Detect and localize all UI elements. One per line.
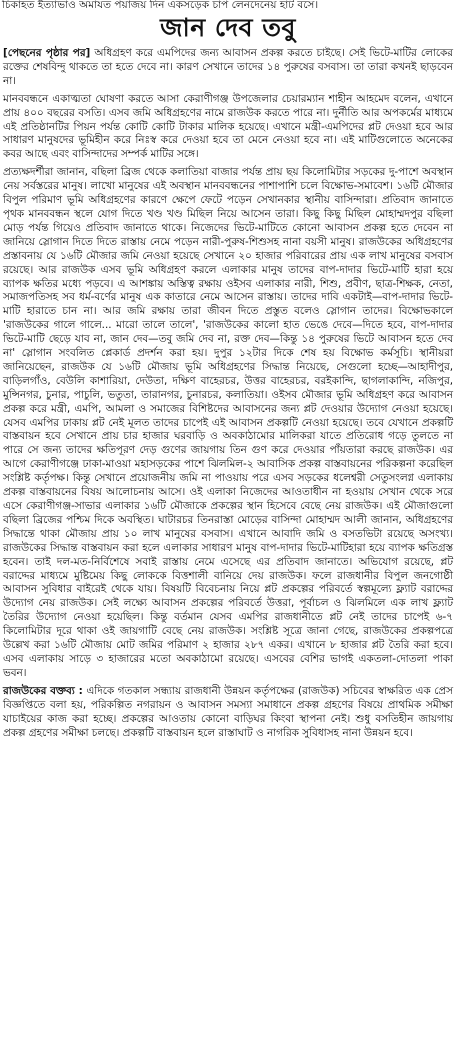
paragraph [3,47,453,89]
paragraph: প্রত্যক্ষদর্শীরা জানান, বছিলা ব্রিজ থেকে কলাতিয়া বাজার পর্যন্ত প্রায় ছয় কিলোমিটার সড়কের দু-পাশে অবস্থান নেয় সর্বস্তরের মানুষ। লাখো মানুষের এই অবস্থান মানববন্ধনের পাশাপাশি চলে বিক্ষোভ-সমাবেশ। ১৬টি মৌজার বিপুল পরিমাণ ভূমি অধিগ্রহণের কারণে ক্ষেপে ফেটে পড়েন সেখানকার স্থানীয় বাসিন্দারা। প্রতিবাদ জানাতে পৃথক মানববন্ধন স্থলে যোগ দিতে খণ্ড খণ্ড মিছিল নিয়ে আসেন তারা। কিছু কিছু মিছিল মোহাম্মদপুর বছিলা মোড় পর্যন্ত গিয়েও প্রতিবাদ জানাতে থাকে। নিজেদের ভিটে-মাটিতে কোনো আবাসন প্রকল্প হতে দেবেন না জানিয়ে স্লোগান দিতে দিতে রাস্তায় নেমে পড়েন নারী-পুরুষ-শিশুসহ নানা বয়সী মানুষ। রাজউকের অধিগ্রহণের প্রস্তাবনায় যে ১৬টি মৌজার জমি নেওয়া হয়েছে সেখানে ২০ হাজার পরিবারের প্রায় এক লাখ মানুষের বসবাস রয়েছে। আর রাজউক এসব ভূমি অধিগ্রহণ করলে এলাকার মানুষ তাদের বাপ-দাদার ভিটে-মাটি হারা হয়ে ব্যাপক ক্ষতির মধ্যে পড়বে। এ আশঙ্কায় অস্তিত্ব রক্ষায় ওইসব এলাকার নারী, শিশু, প্রবীণ, ছাত্র-শিক্ষক, নেতা, সমাজপতিসহ সব ধর্ম-বর্ণের মানুষ এক কাতারে নেমে আসেন রাস্তায়। তাদের দাবি একটাই—বাপ-দাদার ভিটে-মাটি হারাতে চান না। আর জমি রক্ষায় তারা জীবন দিতে প্রস্তুত বলেও স্লোগান তাদের। বিক্ষোভকালে 'রাজউকের গালে গালে... মারো তালে তালে', 'রাজউকের কালো হাত ভেঙে দেবে—দিতে হবে, বাপ-দাদার ভিটে-মাটি ছেড়ে যাব না, জান দেব—তবু জমি দেব না, রক্ত দেব—কিন্তু ১৪ পুরুষের ভিটে আবাসন হতে দেব না' স্লোগান সংবলিত প্লেকার্ড প্রদর্শন করা হয়। দুপুর ১২টার দিকে শেষ হয় বিক্ষোভ কর্মসূচি। স্থানীয়রা জানিয়েছেন, রাজউক যে ১৬টি মৌজায় ভূমি অধিগ্রহণের সিদ্ধান্ত নিয়েছে, সেগুলো হচ্ছে—আহাদীপুর, বাড়িলগাঁও, বেউলি কাশারিয়া, দেউতা, দক্ষিণ বাহেরচর, উত্তর বাহেরচর, বরইকান্দি, ছাগলাকান্দি, নজিপুর, মুন্সিনগর, চুনার, পাচুলি, ভতুতা, তারানগর, চুনারচর, কলাতিয়া। ওইসব মৌজার ভূমি অধিগ্রহণ করে আবাসন প্রকল্প করে মন্ত্রী, এমপি, আমলা ও সমাজের বিশিষ্টদের আবাসনের জন্য প্লট দেওয়ার উদ্যোগ নেওয়া হয়েছে। যেসব এমপির ঢাকায় প্লট নেই মূলত তাদের চাপেই এই আবাসন প্রকল্পটি নেওয়া হয়েছে। তবে যেখানে প্রকল্পটি বাস্তবায়ন হবে সেখানে প্রায় চার হাজার ঘরবাড়ি ও অবকাঠামোর মালিকরা যাতে প্রতিরোধ গড়ে তুলতে না পারে সে জন্য তাদের ক্ষতিপূরণ দেড় গুণের জায়গায় তিন গুণ করে দেওয়ার পাঁয়তারা করছে রাজউক। এর আগে কেরাণীগঞ্জে ঢাকা-মাওয়া মহাসড়কের পাশে ঝিলমিল-২ আবাসিক প্রকল্প বাস্তবায়নের পরিকল্পনা করেছিল সংশ্লিষ্ট কর্তৃপক্ষ। কিন্তু সেখানে প্রয়োজনীয় জমি না পাওয়ায় পরে এসব সড়কের ধলেশ্বরী সেতুসংলগ্ন এলাকায় প্রকল্প বাস্তবায়নের বিষয় আলোচনায় আসে। ওই এলাকা নিজেদের আওতাধীন না হওয়ায় সেখান থেকে সরে এসে কেরাণীগঞ্জ-সাভার এলাকার ১৬টি মৌজাকে প্রকল্পের স্থান হিসেবে বেছে নেয় রাজউক। এই মৌজাগুলো বছিলা ব্রিজের পশ্চিম দিকে অবস্থিত। ঘাটারচর তিনরাস্তা মোড়ের বাসিন্দা মোহাম্মদ আলী জানান, অধিগ্রহণের সিদ্ধান্তে থাকা মৌজায় প্রায় ১০ লাখ মানুষের বসবাস। এখানে আবাদি জমি ও বসতভিটা রয়েছে অসংখ্য। রাজউকের সিদ্ধান্ত বাস্তবায়ন করা হলে এলাকার সাধারণ মানুষ বাপ-দাদার ভিটে-মাটিহারা হয়ে ব্যাপক ক্ষতিগ্রস্ত হবেন। তাই দল-মত-নির্বিশেষে সবাই রাস্তায় নেমে এসেছে এর প্রতিবাদ জানাতে। অভিযোগ রয়েছে, প্লট বরাদ্দের মাধ্যমে মুষ্টিমেয় কিছু লোককে বিত্তশালী বানিয়ে দেয় রাজউক। ফলে রাজধানীর বিপুল জনগোষ্ঠী আবাসন সুবিধার বাইরেই থেকে যায়। বিষয়টি বিবেচনায় নিয়ে প্লট প্রকল্পের পরিবর্তে স্বল্পমূল্যে ফ্ল্যাট বরাদ্দের উদ্যোগ নেয় রাজউক। সেই লক্ষ্যে আবাসন প্রকল্পের পরিবর্তে উত্তরা, পূর্বাচল ও ঝিলমিলে এক লাখ ফ্ল্যাট তৈরির উদ্যোগ নেওয়া হয়েছিল। কিন্তু বর্তমান যেসব এমপির রাজধানীতে প্লট নেই তাদের চাপেই ৬-৭ কিলোমিটার দূরে থাকা ওই জায়গাটি বেছে নেয় রাজউক। সংশ্লিষ্ট সূত্রে জানা গেছে, রাজউকের প্রকল্পপত্রে উল্লেখ করা ১৬টি মৌজায় মোট জমির পরিমাণ ২ হাজার ২৮৭ একর। এখানে ৮ হাজার প্লট তৈরি করা হবে। এসব এলাকায় সাড়ে ৩ হাজারের মতো অবকাঠামো রয়েছে। এসবের বেশির ভাগই একতলা-দোতলা পাকা ভবন। [3,166,453,679]
paragraph: মানববন্ধনে একাত্মতা ঘোষণা করতে আসা কেরাণীগঞ্জ উপজেলার চেয়ারম্যান শাহীন আহমেদ বলেন, এখানে প্রায় ৪০০ বছরের বসতি। এসব জমি অধিগ্রহণের নামে রাজউক করতে পারে না। দুর্নীতি আর অপকর্মের মাধ্যমে এই প্রতিষ্ঠানটির পিয়ন পর্যন্ত কোটি কোটি টাকার মালিক হয়েছে। এখানে মন্ত্রী-এমপিদের প্লট দেওয়া হবে আর সাধারণ মানুষদের ভূমিহীন করে নিঃস্ব করে দেওয়া হবে তা মেনে নেওয়া হবে না। এই মাটিগুলোতে অনেকের কবর আছে এবং বাসিন্দাদের সম্পর্ক মাটির সঙ্গে। [3,92,453,161]
headline: জান দেব তবু [160,13,296,42]
section-heading: রাজউকের বক্তব্য : [3,684,83,697]
article-body [0,47,456,740]
kicker: [পেছনের পৃষ্ঠার পর] [3,47,91,59]
paragraph-text: অধিগ্রহণ করে এমপিদের জন্য আবাসন প্রকল্প করতে চাইছে। সেই ভিটে-মাটির লোকের রক্তের শেষবিন্দু থাকতে তা হতে দেবে না। কারণ সেখানে তাদের ১৪ পুরুষের বসবাস। তা তারা কখনই ছাড়বেন না। [3,47,453,87]
top-clipped-line: চিকাহত ইত্যাভাও অমাযত পয়াজয় দিন একসড়েক চাপ লেনদেনেয় হাট বসে। [2,0,319,11]
section-text: এদিকে গতকাল সন্ধ্যায় রাজধানী উন্নয়ন কর্তৃপক্ষের (রাজউক) সচিবের স্বাক্ষরিত এক প্রেস বিজ্ঞপ্তিতে বলা হয়, পরিকল্পিত নগরায়ন ও আবাসন সমস্যা সমাধানে প্রকল্প গ্রহণের বিষয়ে প্রাথমিক সমীক্ষা যাচাইয়ের কাজ করা হচ্ছে। প্রকল্পের আওতায় কোনো বাড়িঘর কিংবা স্থাপনা নেই। শুধু বসতিহীন জায়গায় প্রকল্প গ্রহণের সমীক্ষা চলছে। প্রকল্পটি বাস্তবায়ন হলে রাস্তাঘাট ও নাগরিক সুবিধাসহ নানা উন্নয়ন হবে। [3,684,454,739]
paragraph [3,685,453,741]
